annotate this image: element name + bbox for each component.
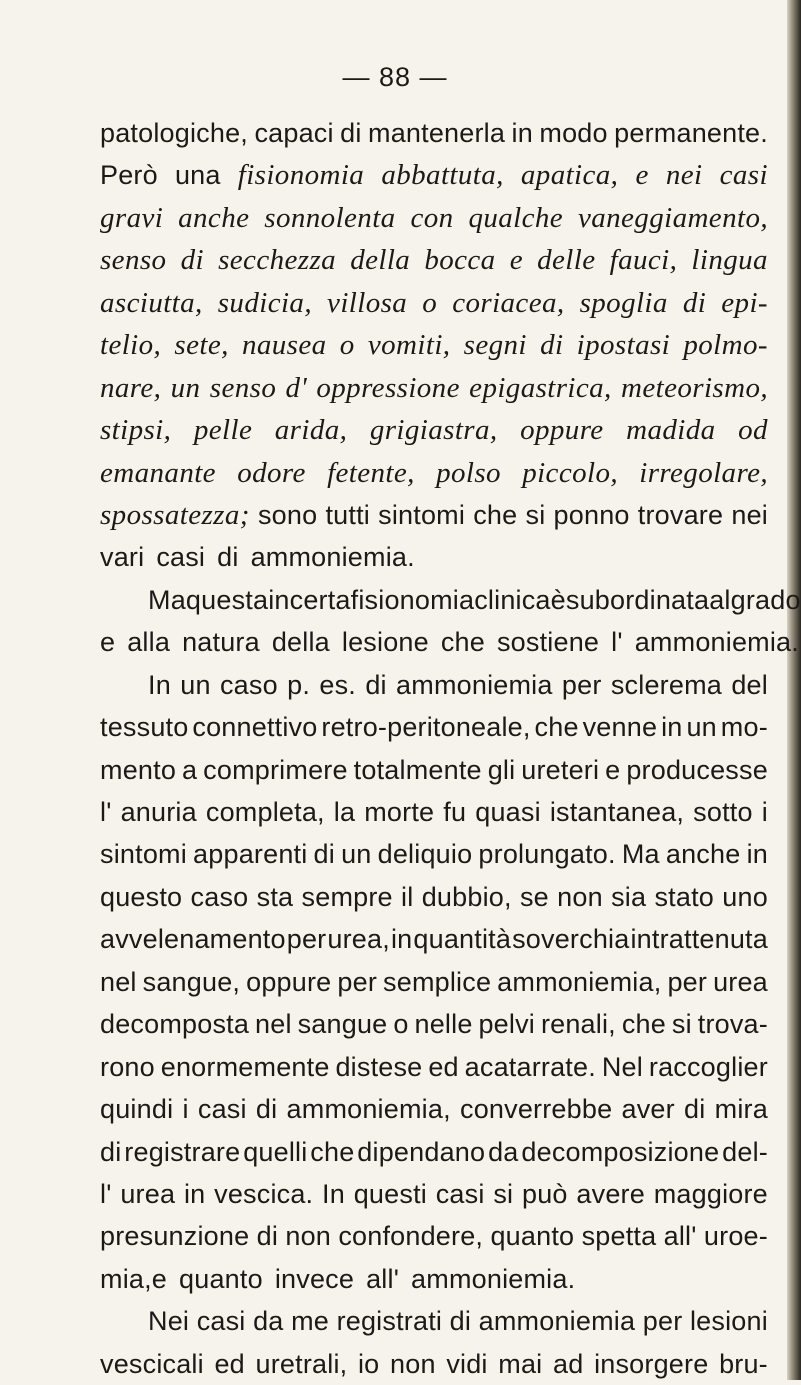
italic-word: spoglia bbox=[579, 286, 668, 319]
word: avvelenamento bbox=[100, 924, 286, 955]
word: oppure bbox=[246, 966, 332, 997]
word: se bbox=[519, 881, 549, 912]
word: del bbox=[731, 669, 768, 700]
word: casi bbox=[196, 1306, 246, 1337]
word: semplice bbox=[383, 966, 492, 997]
text-line bbox=[100, 494, 768, 536]
word: può bbox=[522, 1178, 568, 1209]
word: invece bbox=[274, 1263, 355, 1294]
word: caso bbox=[190, 881, 249, 912]
italic-word: di bbox=[540, 329, 564, 362]
text-line bbox=[100, 282, 768, 324]
italic-word: grigiastra, bbox=[369, 414, 498, 447]
word: rono bbox=[100, 1051, 155, 1082]
word: ammoniemia, bbox=[497, 966, 662, 997]
word: gli bbox=[487, 754, 516, 785]
word: quanto bbox=[179, 1263, 263, 1294]
word: ponno bbox=[553, 499, 630, 530]
word: di bbox=[100, 1136, 122, 1167]
word: l' bbox=[100, 1178, 112, 1209]
word: si bbox=[525, 499, 546, 530]
text-line bbox=[100, 197, 768, 239]
word: la bbox=[333, 797, 356, 827]
word: l' bbox=[611, 627, 623, 658]
word: che bbox=[310, 1136, 355, 1167]
word: vari bbox=[100, 542, 145, 573]
word: una bbox=[174, 160, 221, 191]
word: questa bbox=[185, 584, 269, 615]
word: avere bbox=[576, 1178, 645, 1209]
italic-word: odore bbox=[237, 456, 306, 489]
word: registrare bbox=[124, 1136, 241, 1167]
italic-word: o bbox=[422, 286, 438, 319]
word: per bbox=[286, 924, 327, 955]
italic-word: secchezza bbox=[218, 244, 337, 277]
text-line bbox=[100, 1215, 768, 1257]
italic-word: madida bbox=[626, 414, 716, 447]
text-line bbox=[100, 112, 768, 154]
word: lesione bbox=[341, 627, 429, 658]
italic-word: sonnolenta bbox=[264, 201, 396, 234]
word: incerta bbox=[268, 584, 351, 615]
word: sotto bbox=[693, 797, 753, 827]
word: Ma bbox=[148, 584, 186, 615]
text-line bbox=[100, 1003, 768, 1045]
word: casi bbox=[197, 1094, 247, 1125]
word: sangue, bbox=[142, 966, 241, 997]
word: nelle bbox=[414, 1009, 473, 1040]
italic-word: della bbox=[350, 244, 411, 277]
word: sintomi bbox=[378, 499, 466, 530]
text-line bbox=[100, 1131, 768, 1173]
word: di bbox=[684, 1094, 706, 1125]
text-line bbox=[100, 706, 768, 748]
word: uroe- bbox=[703, 1221, 768, 1252]
italic-word: ipostasi bbox=[576, 329, 671, 362]
text-line bbox=[100, 1088, 768, 1130]
word: sia bbox=[611, 881, 647, 912]
italic-word: od bbox=[738, 414, 768, 447]
word: nel bbox=[255, 1009, 292, 1040]
word: si bbox=[671, 1009, 692, 1040]
word: ammoniemia bbox=[478, 1306, 636, 1337]
word: vescicali bbox=[100, 1348, 204, 1379]
word: fisionomia bbox=[350, 584, 475, 615]
word: quanto bbox=[490, 1221, 575, 1252]
text-line bbox=[100, 1173, 768, 1215]
text-line bbox=[100, 791, 768, 833]
word: prolungato. bbox=[478, 839, 616, 870]
text-line bbox=[100, 409, 768, 451]
italic-word: irregolare, bbox=[639, 456, 768, 489]
word: sostiene bbox=[496, 627, 600, 658]
italic-word: e bbox=[635, 159, 649, 192]
word: maggiore bbox=[653, 1178, 768, 1209]
word: Nel bbox=[601, 1051, 643, 1082]
word: un bbox=[180, 669, 211, 700]
italic-word: abbattuta, bbox=[381, 159, 504, 192]
italic-word: fetente, bbox=[327, 456, 415, 489]
italic-word: pelle bbox=[193, 414, 253, 447]
word: caso bbox=[219, 669, 278, 700]
italic-word: anche bbox=[178, 201, 250, 234]
italic-word: stipsi, bbox=[100, 414, 172, 447]
italic-word: telio, bbox=[100, 329, 162, 362]
word: ad bbox=[553, 1348, 584, 1379]
word: ammoniemia. bbox=[250, 542, 415, 573]
word: subordinata bbox=[565, 584, 710, 615]
word: patologiche, bbox=[100, 118, 249, 148]
word: lesioni bbox=[689, 1306, 768, 1337]
word: mento bbox=[100, 754, 177, 785]
word: questi bbox=[353, 1178, 427, 1209]
word: insorgere bbox=[594, 1348, 709, 1379]
word: questo bbox=[100, 881, 183, 912]
italic-word: gravi bbox=[100, 201, 164, 234]
word: si bbox=[493, 1178, 514, 1209]
word: urea, bbox=[327, 924, 390, 955]
text-line bbox=[100, 154, 768, 196]
word: da bbox=[488, 1136, 519, 1167]
word: morte bbox=[364, 797, 435, 827]
text-line bbox=[100, 239, 768, 281]
word: confondere, bbox=[338, 1221, 484, 1252]
word: sta bbox=[256, 881, 294, 912]
italic-word: spossatezza; bbox=[100, 498, 250, 531]
word: intrattenuta bbox=[630, 924, 768, 955]
italic-word: fisionomia bbox=[237, 159, 365, 192]
italic-word: senso bbox=[100, 244, 167, 277]
italic-word: di bbox=[180, 244, 204, 277]
word: da bbox=[253, 1306, 284, 1337]
word: retro-peritoneale, bbox=[321, 712, 531, 743]
text-line bbox=[100, 664, 768, 706]
word: grado bbox=[730, 584, 801, 615]
word: che bbox=[534, 712, 579, 743]
word: ammoniemia. bbox=[411, 1263, 576, 1294]
text-line bbox=[100, 367, 768, 409]
italic-word: oppressione bbox=[316, 371, 460, 404]
word: registrati bbox=[336, 1306, 443, 1337]
word: mia,e bbox=[100, 1263, 168, 1294]
word: uretrali, bbox=[255, 1348, 348, 1379]
word: me bbox=[291, 1306, 329, 1337]
text-line bbox=[100, 1046, 768, 1088]
word: della bbox=[271, 627, 330, 658]
word: In bbox=[148, 669, 171, 700]
word: il bbox=[401, 881, 414, 912]
word: Ma bbox=[621, 839, 660, 870]
italic-word: di bbox=[682, 286, 707, 319]
word: quindi bbox=[100, 1094, 174, 1125]
word: sclerema bbox=[610, 669, 722, 700]
word: che bbox=[473, 499, 518, 530]
word: trova- bbox=[697, 1009, 768, 1040]
word: ammoniemia. bbox=[634, 627, 799, 658]
word: distese bbox=[335, 1051, 423, 1082]
word: venne bbox=[582, 712, 658, 743]
word: Però bbox=[100, 160, 158, 191]
word: sempre bbox=[301, 881, 393, 912]
italic-word: coriacea, bbox=[452, 286, 565, 319]
word: stato bbox=[654, 881, 715, 912]
italic-word: nausea bbox=[241, 329, 327, 362]
word: decomposta bbox=[100, 1009, 250, 1040]
italic-word: segni bbox=[463, 329, 527, 362]
word: non bbox=[390, 1348, 436, 1379]
word: bru- bbox=[719, 1348, 768, 1379]
italic-word: senso bbox=[209, 371, 277, 404]
word: modo bbox=[539, 118, 608, 148]
word: connettivo bbox=[192, 712, 318, 743]
word: che bbox=[440, 627, 485, 658]
word: casi bbox=[435, 1178, 485, 1209]
text-line bbox=[100, 876, 768, 918]
word: comprimere bbox=[203, 754, 348, 785]
word: i bbox=[761, 797, 768, 827]
word: mai bbox=[498, 1348, 543, 1379]
word: p. bbox=[287, 669, 311, 700]
text-line bbox=[100, 452, 768, 494]
word: ammoniemia bbox=[396, 669, 553, 700]
text-line bbox=[100, 833, 768, 875]
word: alla bbox=[127, 627, 171, 658]
word: di bbox=[255, 1094, 278, 1125]
italic-word: arida, bbox=[274, 414, 348, 447]
word: di bbox=[340, 118, 362, 148]
word: raccoglier bbox=[648, 1051, 768, 1082]
word: ed bbox=[428, 1051, 459, 1082]
text-line bbox=[100, 324, 768, 366]
word: tutti bbox=[325, 499, 370, 530]
word: non bbox=[557, 881, 603, 912]
word: all' bbox=[663, 1221, 697, 1252]
word: sangue bbox=[297, 1009, 388, 1040]
word: capaci bbox=[254, 118, 334, 148]
word: urea bbox=[713, 966, 768, 997]
word: nel bbox=[100, 966, 137, 997]
italic-word: d' bbox=[285, 371, 308, 404]
italic-word: polso bbox=[436, 456, 501, 489]
word: clinica bbox=[474, 584, 551, 615]
italic-word: nei bbox=[665, 159, 703, 192]
word: l' bbox=[100, 797, 112, 827]
word: producesse bbox=[626, 754, 768, 785]
italic-word: fauci, bbox=[609, 244, 678, 277]
word: per bbox=[337, 966, 378, 997]
word: dipendano bbox=[357, 1136, 486, 1167]
italic-word: vomiti, bbox=[367, 329, 451, 362]
word: permanente. bbox=[614, 118, 768, 148]
italic-word: o bbox=[339, 329, 355, 362]
italic-word: piccolo, bbox=[522, 456, 619, 489]
word: di bbox=[313, 839, 335, 870]
word: spetta bbox=[581, 1221, 657, 1252]
word: apparenti bbox=[193, 839, 308, 870]
word: converrebbe bbox=[460, 1094, 613, 1125]
word: io bbox=[357, 1348, 380, 1379]
word: pelvi bbox=[478, 1009, 535, 1040]
italic-word: oppure bbox=[520, 414, 604, 447]
text-line bbox=[100, 621, 799, 663]
word: quasi bbox=[475, 797, 541, 827]
word: enormemente bbox=[160, 1051, 330, 1082]
text-line bbox=[100, 1343, 768, 1385]
word: acatarrate. bbox=[464, 1051, 596, 1082]
word: per bbox=[667, 966, 708, 997]
word: di bbox=[217, 542, 239, 573]
word: e bbox=[605, 754, 621, 785]
word: vescica. bbox=[214, 1178, 314, 1209]
word: che bbox=[621, 1009, 666, 1040]
italic-word: epigastrica, bbox=[469, 371, 612, 404]
word: e bbox=[100, 627, 116, 658]
page-number: — 88 — bbox=[342, 62, 448, 92]
word: casi bbox=[156, 542, 206, 573]
word: di bbox=[256, 1221, 279, 1252]
word: quantità bbox=[413, 924, 512, 955]
italic-word: polmo- bbox=[683, 329, 768, 362]
body-text bbox=[100, 112, 801, 1385]
word: è bbox=[550, 584, 566, 615]
word: mira bbox=[714, 1094, 768, 1125]
word: in bbox=[746, 839, 768, 870]
text-line bbox=[100, 1300, 768, 1342]
word: In bbox=[322, 1178, 345, 1209]
text-line bbox=[100, 749, 768, 791]
word: anche bbox=[665, 839, 741, 870]
word: trovare bbox=[637, 499, 724, 530]
word: natura bbox=[182, 627, 260, 658]
text-line bbox=[100, 536, 768, 578]
word: presunzione bbox=[100, 1221, 250, 1252]
word: uno bbox=[722, 881, 768, 912]
word: del- bbox=[722, 1136, 768, 1167]
word: renali, bbox=[540, 1009, 616, 1040]
word: in bbox=[511, 118, 533, 148]
word: non bbox=[285, 1221, 332, 1252]
italic-word: e bbox=[509, 244, 523, 277]
word: i bbox=[182, 1094, 189, 1125]
word: es. bbox=[319, 669, 356, 700]
word: completa, bbox=[205, 797, 325, 827]
word: urea bbox=[120, 1178, 176, 1209]
italic-word: sudicia, bbox=[217, 286, 312, 319]
word: in bbox=[390, 924, 413, 955]
italic-word: villosa bbox=[327, 286, 408, 319]
italic-word: bocca bbox=[424, 244, 496, 277]
italic-word: nare, bbox=[100, 371, 162, 404]
italic-word: con bbox=[410, 201, 454, 234]
word: di bbox=[365, 669, 387, 700]
italic-word: lingua bbox=[691, 244, 768, 277]
word: istantanea, bbox=[549, 797, 685, 827]
word: sono bbox=[257, 499, 318, 530]
word: nei bbox=[731, 499, 768, 530]
italic-word: apatica, bbox=[520, 159, 619, 192]
italic-word: emanante bbox=[100, 456, 216, 489]
word: anuria bbox=[120, 797, 197, 827]
word: al bbox=[709, 584, 731, 615]
word: di bbox=[449, 1306, 472, 1337]
word: un bbox=[341, 839, 372, 870]
word: mantenerla bbox=[368, 118, 506, 148]
text-line bbox=[100, 918, 768, 960]
italic-word: qualche bbox=[468, 201, 564, 234]
text-line bbox=[100, 579, 801, 621]
word: sintomi bbox=[100, 839, 187, 870]
word: in bbox=[661, 712, 683, 743]
italic-word: sete, bbox=[174, 329, 229, 362]
text-line bbox=[100, 961, 768, 1003]
word: Nei bbox=[148, 1306, 190, 1337]
word: in bbox=[183, 1178, 206, 1209]
italic-word: casi bbox=[719, 159, 768, 192]
word: ed bbox=[214, 1348, 245, 1379]
word: dubbio, bbox=[421, 881, 512, 912]
word: a bbox=[182, 754, 198, 785]
italic-word: un bbox=[170, 371, 201, 404]
word: un bbox=[686, 712, 717, 743]
word: per bbox=[561, 669, 602, 700]
word: o bbox=[393, 1009, 409, 1040]
word: ammoniemia, bbox=[286, 1094, 451, 1125]
word: tessuto bbox=[100, 712, 189, 743]
word: totalmente bbox=[353, 754, 482, 785]
italic-word: epi- bbox=[721, 286, 768, 319]
text-line bbox=[100, 1258, 768, 1300]
italic-word: asciutta, bbox=[100, 286, 203, 319]
word: quelli bbox=[243, 1136, 308, 1167]
word: deliquio bbox=[377, 839, 473, 870]
word: all' bbox=[366, 1263, 400, 1294]
word: decomposizione bbox=[521, 1136, 720, 1167]
word: vidi bbox=[446, 1348, 488, 1379]
word: per bbox=[642, 1306, 683, 1337]
page-edge-shadow bbox=[787, 0, 801, 1380]
word: fu bbox=[443, 797, 467, 827]
italic-word: vaneggiamento, bbox=[577, 201, 768, 234]
word: soverchia bbox=[512, 924, 630, 955]
italic-word: meteorismo, bbox=[621, 371, 768, 404]
italic-word: delle bbox=[537, 244, 596, 277]
word: mo- bbox=[720, 712, 768, 743]
word: ureteri bbox=[521, 754, 600, 785]
word: aver bbox=[621, 1094, 675, 1125]
